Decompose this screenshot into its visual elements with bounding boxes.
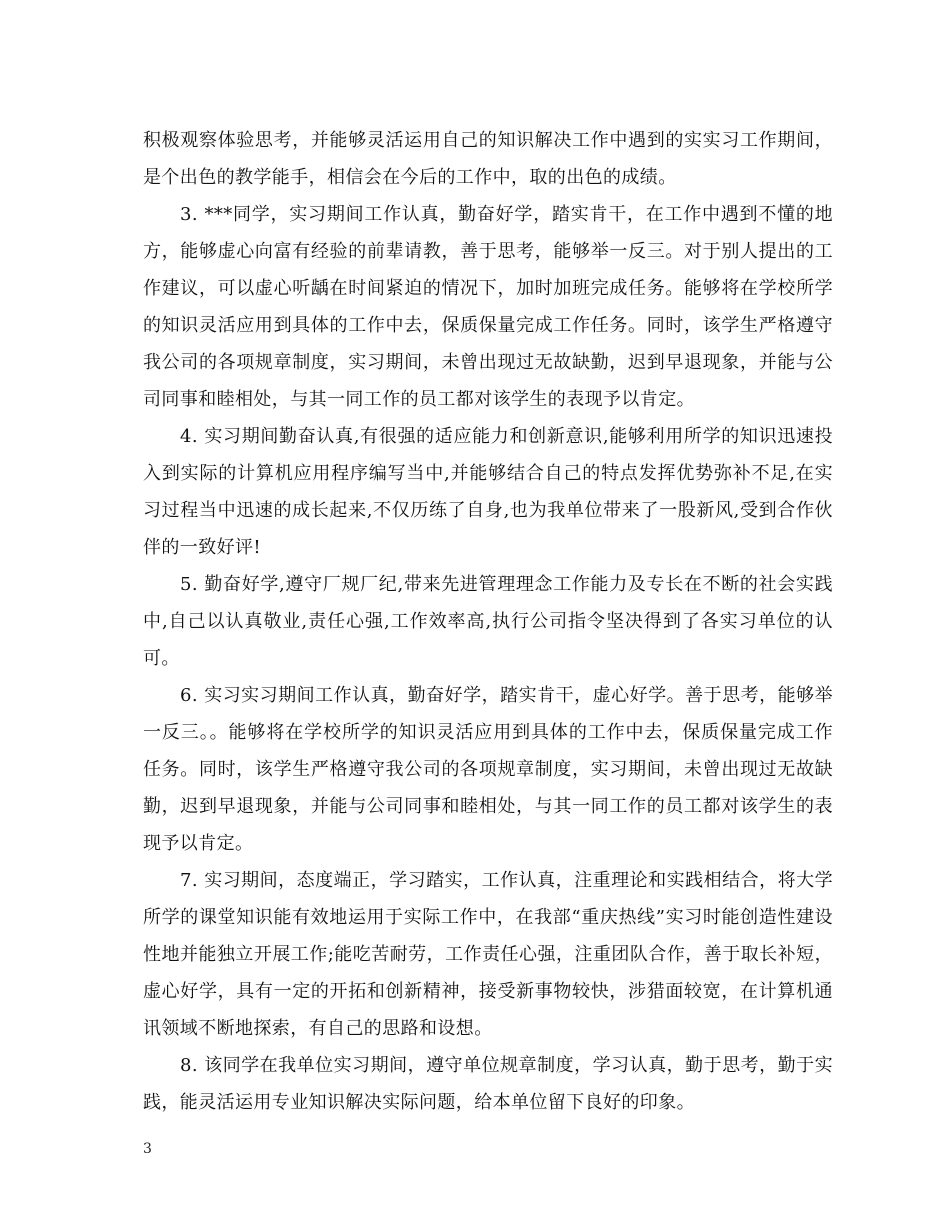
paragraph-item-3: 3. ***同学，实习期间工作认真，勤奋好学，踏实肯干，在工作中遇到不懂的地方，能够虚心向富有经验的前辈请教，善于思考，能够举一反三。对于别人提出的工作建议，可以虚心听龋在时间紧迫的情况下，加时加班完成任务。能够将在学校所学的知识灵活应用到具体的工作中去，保质保量完成工作任务。同时，该学生严格遵守我公司的各项规章制度，实习期间，未曾出现过无故缺勤，迟到早退现象，并能与公司同事和睦相处，与其一同工作的员工都对该学生的表现予以肯定。 xyxy=(143,204,833,410)
paragraph-item-6: 6. 实习实习期间工作认真，勤奋好学，踏实肯干，虚心好学。善于思考，能够举一反三。。能够将在学校所学的知识灵活应用到具体的工作中去，保质保量完成工作任务。同时，该学生严格遵守我公司的各项规章制度，实习期间，未曾出现过无故缺勤，迟到早退现象，并能与公司同事和睦相处，与其一同工作的员工都对该学生的表现予以肯定。 xyxy=(143,685,833,854)
paragraph-item-5: 5. 勤奋好学,遵守厂规厂纪,带来先进管理理念工作能力及专长在不断的社会实践中,自己以认真敬业,责任心强,工作效率高,执行公司指令坚决得到了各实习单位的认可。 xyxy=(143,574,833,669)
page-number: 3 xyxy=(143,1141,152,1157)
paragraph-continuation: 积极观察体验思考，并能够灵活运用自己的知识解决工作中遇到的实实习工作期间，是个出色的教学能手，相信会在今后的工作中，取的出色的成绩。 xyxy=(143,130,833,188)
paragraph-item-4: 4. 实习期间勤奋认真,有很强的适应能力和创新意识,能够利用所学的知识迅速投入到实际的计算机应用程序编写当中,并能够结合自己的特点发挥优势弥补不足,在实习过程当中迅速的成长起来,不仅历练了自身,也为我单位带来了一股新风,受到合作伙伴的一致好评! xyxy=(143,426,833,558)
body-text xyxy=(143,122,833,1121)
paragraph-item-7: 7. 实习期间，态度端正，学习踏实，工作认真，注重理论和实践相结合，将大学所学的课堂知识能有效地运用于实际工作中，在我部“重庆热线”实习时能创造性建设性地并能独立开展工作;能吃苦耐劳，工作责任心强，注重团队合作，善于取长补短，虚心好学，具有一定的开拓和创新精神，接受新事物较快，涉猎面较宽，在计算机通讯领域不断地探索，有自己的思路和设想。 xyxy=(143,870,833,1039)
paragraph-item-8: 8. 该同学在我单位实习期间，遵守单位规章制度，学习认真，勤于思考，勤于实践，能灵活运用专业知识解决实际问题，给本单位留下良好的印象。 xyxy=(143,1055,833,1113)
